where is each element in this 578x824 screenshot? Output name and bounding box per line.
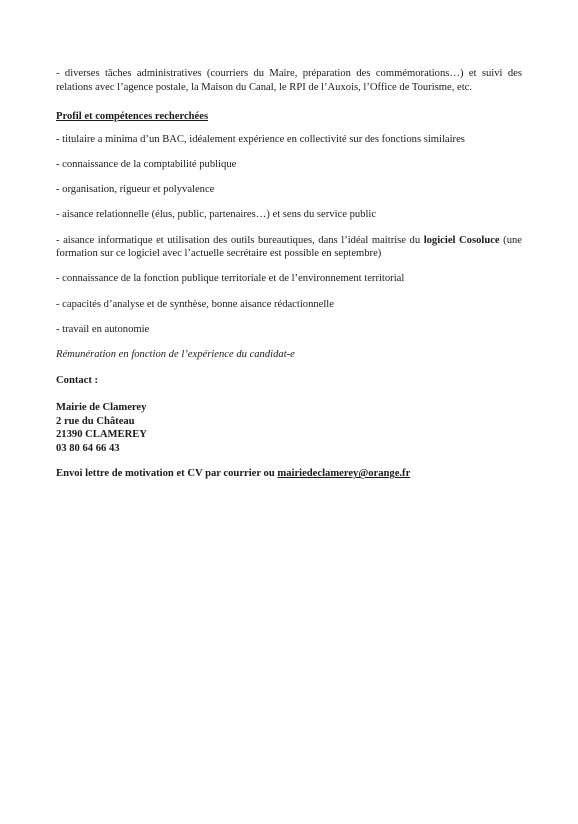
profil-item-comptabilite: - connaissance de la comptabilité publique: [56, 158, 237, 170]
contact-street: 2 rue du Château: [56, 415, 135, 427]
informatique-text-after: (une formation sur ce logiciel avec l’actuelle secrétaire est possible en septembre): [56, 234, 522, 260]
profil-heading: Profil et compétences recherchées: [56, 111, 209, 123]
profil-item-bac: - titulaire a minima d’un BAC, idéalement expérience en collectivité sur des fonctions similaires: [56, 133, 465, 145]
profil-item-autonomie: - travail en autonomie: [56, 323, 150, 335]
profil-item-analyse: - capacités d’analyse et de synthèse, bonne aisance rédactionnelle: [56, 298, 334, 310]
contact-label: Contact :: [56, 375, 99, 387]
profil-item-organisation: - organisation, rigueur et polyvalence: [56, 184, 215, 196]
intro-paragraph: - diverses tâches administratives (courriers du Maire, préparation des commémorations…) et suivi des relations avec l’agence postale, la Maison du Canal, le RPI de l’Auxois, l’Office de Tourisme, etc.: [56, 68, 522, 93]
contact-phone: 03 80 64 66 43: [56, 442, 120, 454]
profil-item-relationnel: - aisance relationnelle (élus, public, partenaires…) et sens du service public: [56, 209, 377, 221]
document-body: [56, 67, 522, 481]
contact-address: [56, 401, 522, 455]
envoi-instructions: [56, 467, 522, 481]
contact-email-link[interactable]: mairiedeclamerey@orange.fr: [277, 468, 411, 480]
contact-city: 21390 CLAMEREY: [56, 429, 147, 441]
remuneration-note: Rémunération en fonction de l’expérience du candidat-e: [56, 348, 295, 360]
informatique-software-name: logiciel Cosoluce: [423, 234, 500, 246]
contact-name: Mairie de Clamerey: [56, 402, 147, 414]
profil-item-fonction-publique: - connaissance de la fonction publique territoriale et de l’environnement territorial: [56, 273, 405, 285]
profil-item-informatique: [56, 234, 522, 261]
informatique-text-before: - aisance informatique et utilisation des outils bureautiques, dans l’idéal maitrise du: [56, 234, 424, 246]
envoi-text: Envoi lettre de motivation et CV par courrier ou: [56, 468, 278, 480]
